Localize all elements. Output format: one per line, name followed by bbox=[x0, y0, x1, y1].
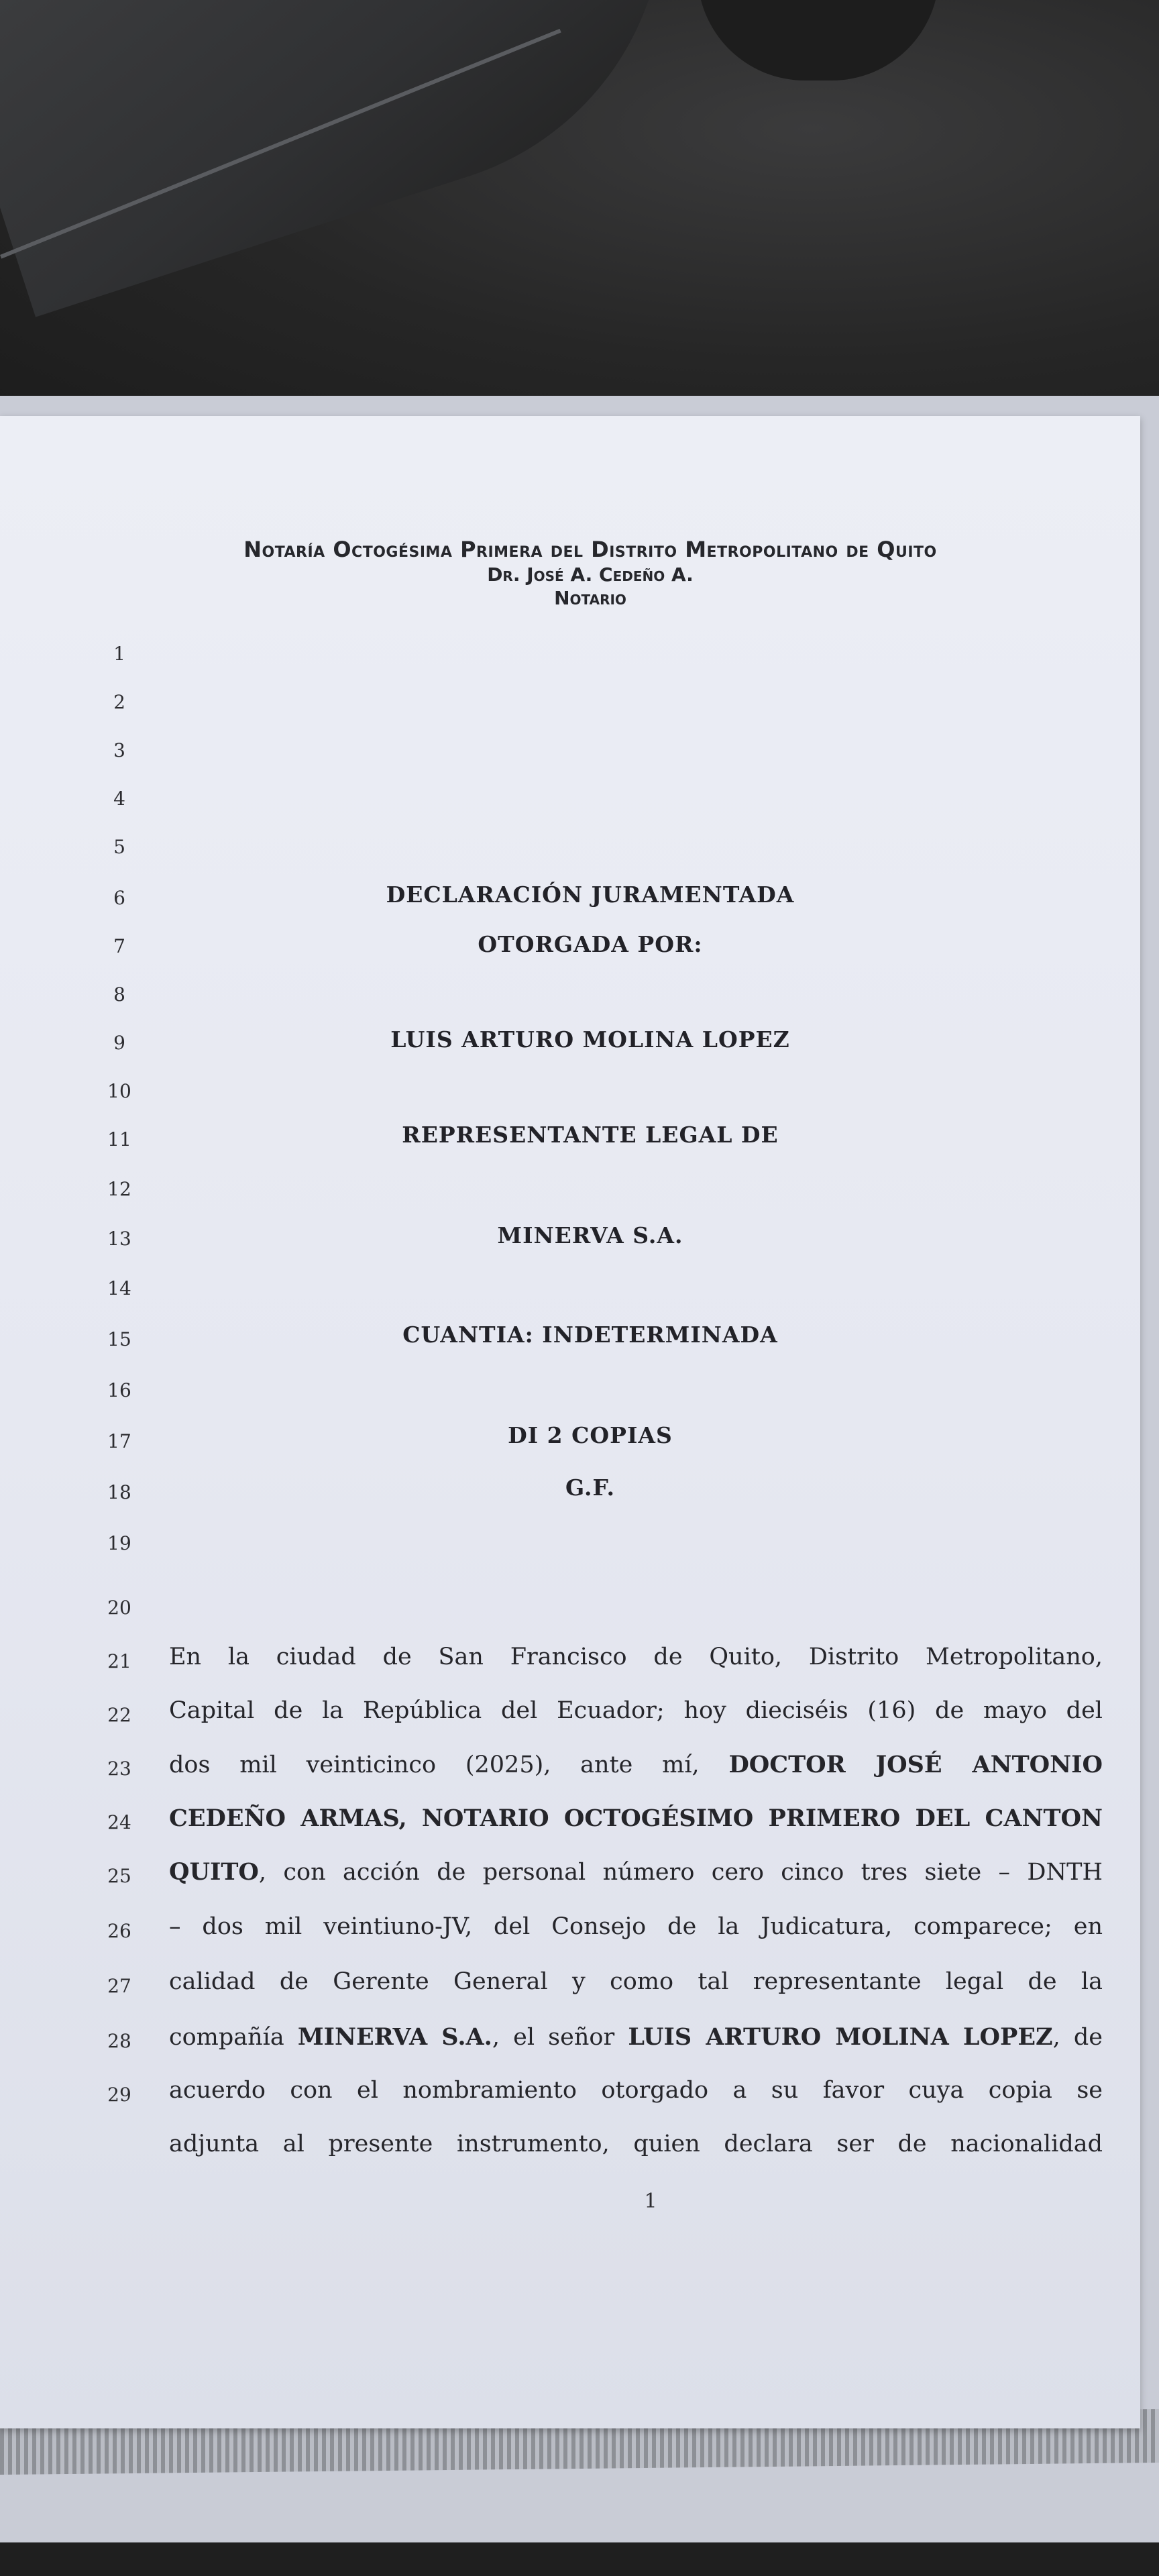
line-number: 28 bbox=[107, 2030, 131, 2052]
body-line: En la ciudad de San Francisco de Quito, Distrito Metropolitano, bbox=[169, 1644, 1103, 1670]
line-number: 9 bbox=[113, 1032, 125, 1054]
title-company: MINERVA S.A. bbox=[497, 1222, 683, 1248]
body-line: acuerdo con el nombramiento otorgado a su favor cuya copia se bbox=[169, 2077, 1103, 2104]
line-number: 5 bbox=[113, 836, 125, 858]
line-number: 26 bbox=[107, 1920, 131, 1942]
line-number: 20 bbox=[107, 1597, 131, 1619]
line-number: 1 bbox=[113, 643, 125, 665]
body-line: compañía MINERVA S.A., el señor LUIS ARTURO MOLINA LOPEZ, de bbox=[169, 2023, 1103, 2051]
line-number: 25 bbox=[107, 1865, 131, 1887]
title-otorgada-por: OTORGADA POR: bbox=[478, 931, 703, 957]
title-declaracion: DECLARACIÓN JURAMENTADA bbox=[386, 881, 795, 908]
line-number: 10 bbox=[107, 1080, 131, 1102]
line-number: 12 bbox=[107, 1178, 131, 1200]
line-number: 21 bbox=[107, 1650, 131, 1672]
notary-office-name: Notaría Octogésima Primera del Distrito Metropolitano de Quito bbox=[243, 537, 937, 562]
body-line: Capital de la República del Ecuador; hoy dieciséis (16) de mayo del bbox=[169, 1697, 1103, 1724]
notary-doctor-name: Dr. José A. Cedeño A. bbox=[487, 564, 694, 586]
title-copias: DI 2 COPIAS bbox=[508, 1422, 673, 1448]
body-line: dos mil veinticinco (2025), ante mí, DOCTOR JOSÉ ANTONIO bbox=[169, 1751, 1103, 1778]
notary-role: Notario bbox=[554, 587, 626, 609]
line-number: 11 bbox=[107, 1128, 131, 1150]
title-cuantia: CUANTIA: INDETERMINADA bbox=[402, 1322, 778, 1348]
line-number: 19 bbox=[107, 1532, 131, 1554]
page-number: 1 bbox=[644, 2190, 657, 2213]
line-number: 14 bbox=[107, 1277, 131, 1299]
line-number: 24 bbox=[107, 1811, 131, 1833]
line-number: 3 bbox=[113, 739, 125, 761]
line-number: 23 bbox=[107, 1758, 131, 1780]
line-number: 15 bbox=[107, 1328, 131, 1350]
line-number: 29 bbox=[107, 2084, 131, 2106]
line-number: 2 bbox=[113, 691, 125, 713]
body-line: – dos mil veintiuno-JV, del Consejo de la Judicatura, comparece; en bbox=[169, 1913, 1103, 1940]
line-number: 17 bbox=[107, 1430, 131, 1452]
body-line: CEDEÑO ARMAS, NOTARIO OCTOGÉSIMO PRIMERO DEL CANTON bbox=[169, 1805, 1103, 1832]
line-number: 4 bbox=[113, 788, 125, 810]
line-number: 18 bbox=[107, 1481, 131, 1503]
title-initials: G.F. bbox=[565, 1474, 616, 1501]
line-number: 13 bbox=[107, 1228, 131, 1250]
body-line: adjunta al presente instrumento, quien declara ser de nacionalidad bbox=[169, 2131, 1103, 2157]
title-declarant-name: LUIS ARTURO MOLINA LOPEZ bbox=[390, 1026, 790, 1053]
body-line: calidad de Gerente General y como tal representante legal de la bbox=[169, 1968, 1103, 1995]
notary-header bbox=[168, 537, 1013, 609]
line-number: 16 bbox=[107, 1379, 131, 1401]
line-number: 6 bbox=[113, 887, 125, 909]
line-number: 22 bbox=[107, 1704, 131, 1726]
line-number: 27 bbox=[107, 1975, 131, 1997]
title-representante: REPRESENTANTE LEGAL DE bbox=[402, 1122, 779, 1148]
body-line: QUITO, con acción de personal número cero cinco tres siete – DNTH bbox=[169, 1858, 1103, 1886]
line-number: 7 bbox=[113, 935, 125, 957]
line-number: 8 bbox=[113, 983, 125, 1006]
